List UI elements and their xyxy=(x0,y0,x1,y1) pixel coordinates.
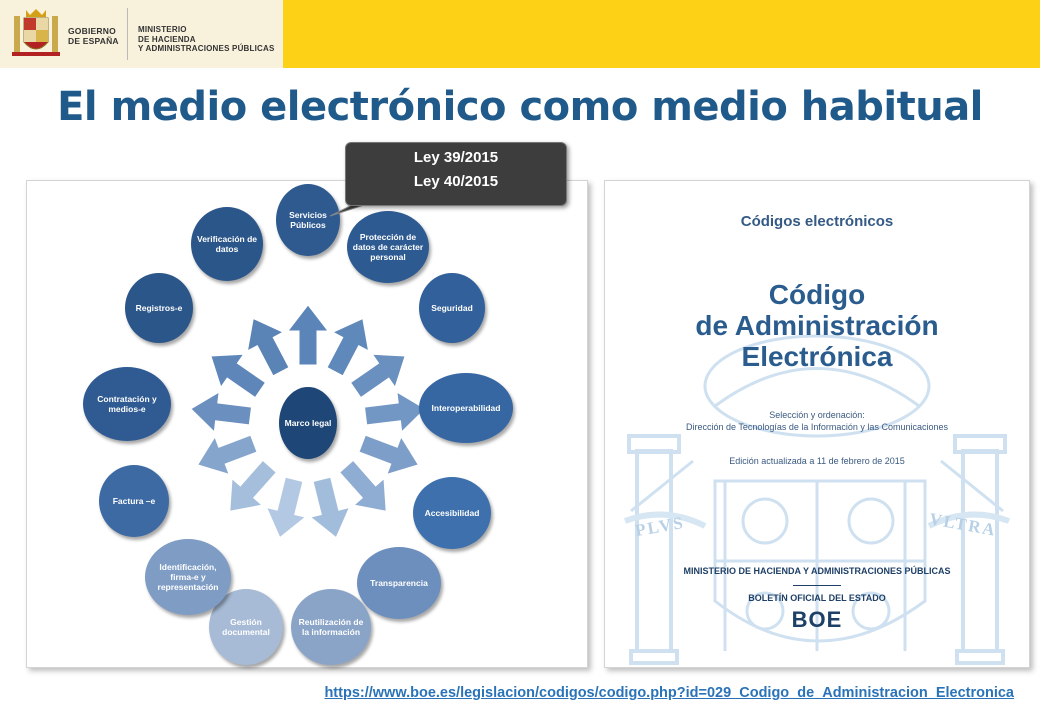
node-label: Contratación y medios-e xyxy=(97,394,157,414)
node-label: Registros-e xyxy=(135,303,183,313)
center-label: Marco legal xyxy=(284,418,332,428)
book-cover xyxy=(604,180,1030,668)
node-seguridad xyxy=(419,273,485,343)
node-label: Accesibilidad xyxy=(424,508,480,518)
gov-line-2: DE ESPAÑA xyxy=(68,36,119,46)
node-label: Interoperabilidad xyxy=(431,403,501,413)
book-selection-line-1: Selección y ordenación: xyxy=(769,410,865,420)
header-divider xyxy=(127,8,128,60)
node-accesibilidad xyxy=(413,477,491,549)
motto-ultra: VLTRA xyxy=(927,509,999,540)
radial-arrow xyxy=(311,477,350,537)
node-identificacion xyxy=(145,539,231,615)
node-transparencia xyxy=(357,547,441,619)
node-label: Seguridad xyxy=(431,303,473,313)
node-label: Factura –e xyxy=(112,496,156,506)
node-label: Verificación de datos xyxy=(197,234,257,254)
book-title-line-3: Electrónica xyxy=(741,341,893,372)
book-selection-line-2: Dirección de Tecnologías de la Información y las Comunicaciones xyxy=(686,422,948,432)
radial-arrow xyxy=(267,477,306,537)
node-label: Identificación, firma-e y representación xyxy=(157,562,219,592)
book-selection xyxy=(605,409,1029,433)
book-series: Códigos electrónicos xyxy=(740,213,894,230)
node-servicios-publicos xyxy=(276,184,340,256)
node-reutilizacion xyxy=(291,589,371,665)
law-40-2015: Ley 40/2015 xyxy=(413,173,499,190)
ministry-name xyxy=(138,25,275,54)
node-label: Reutilización de la información xyxy=(298,617,364,637)
node-contratacion xyxy=(83,367,171,441)
book-publisher: MINISTERIO DE HACIENDA Y ADMINISTRACIONES PÚBLICAS xyxy=(683,566,951,576)
slide-title: El medio electrónico como medio habitual xyxy=(57,84,983,130)
boe-logo: BOE xyxy=(791,607,843,632)
node-label: Transparencia xyxy=(370,578,428,588)
government-logo-block xyxy=(0,0,283,68)
radial-arrow xyxy=(359,435,418,474)
book-title-line-1: Código xyxy=(768,279,866,310)
node-registros xyxy=(125,273,193,343)
radial-arrow xyxy=(365,392,426,432)
node-label: Protección de datos de carácter personal xyxy=(352,232,424,262)
book-bulletin: BOLETÍN OFICIAL DEL ESTADO xyxy=(748,593,886,603)
node-verificacion xyxy=(191,207,263,281)
coat-of-arms-icon xyxy=(10,6,62,62)
government-name xyxy=(68,26,119,46)
book-title-line-2: de Administración xyxy=(695,310,939,341)
gov-line-1: GOBIERNO xyxy=(68,26,116,36)
center-marco-legal xyxy=(279,387,337,459)
node-proteccion-datos xyxy=(347,211,429,283)
law-callout xyxy=(345,142,567,206)
radial-arrow xyxy=(248,319,290,376)
law-39-2015: Ley 39/2015 xyxy=(413,149,499,166)
node-label: Gestión documental xyxy=(222,617,270,637)
radial-arrow xyxy=(198,435,257,474)
node-factura xyxy=(99,465,169,537)
radial-arrow xyxy=(340,460,387,511)
radial-arrow xyxy=(351,354,406,397)
radial-arrow xyxy=(288,305,328,365)
radial-arrow xyxy=(230,460,276,511)
radial-arrow xyxy=(211,354,266,397)
motto-plus: PLVS xyxy=(633,512,687,541)
header-banner xyxy=(0,0,1040,68)
radial-arrow xyxy=(191,392,252,432)
source-link[interactable]: https://www.boe.es/legislacion/codigos/codigo.php?id=029_Codigo_de_Administracion_Electronica xyxy=(324,685,1014,701)
book-edition: Edición actualizada a 11 de febrero de 2015 xyxy=(729,456,905,466)
legal-framework-diagram xyxy=(26,180,588,668)
ministry-line-3: Y ADMINISTRACIONES PÚBLICAS xyxy=(138,44,275,53)
book-title xyxy=(605,279,1029,372)
radial-arrow xyxy=(327,319,369,376)
ministry-line-2: DE HACIENDA xyxy=(138,34,196,44)
publisher-divider xyxy=(793,585,841,586)
node-interoperabilidad xyxy=(419,373,513,443)
node-label: Servicios Públicos xyxy=(289,210,327,230)
ministry-line-1: MINISTERIO xyxy=(138,25,187,34)
